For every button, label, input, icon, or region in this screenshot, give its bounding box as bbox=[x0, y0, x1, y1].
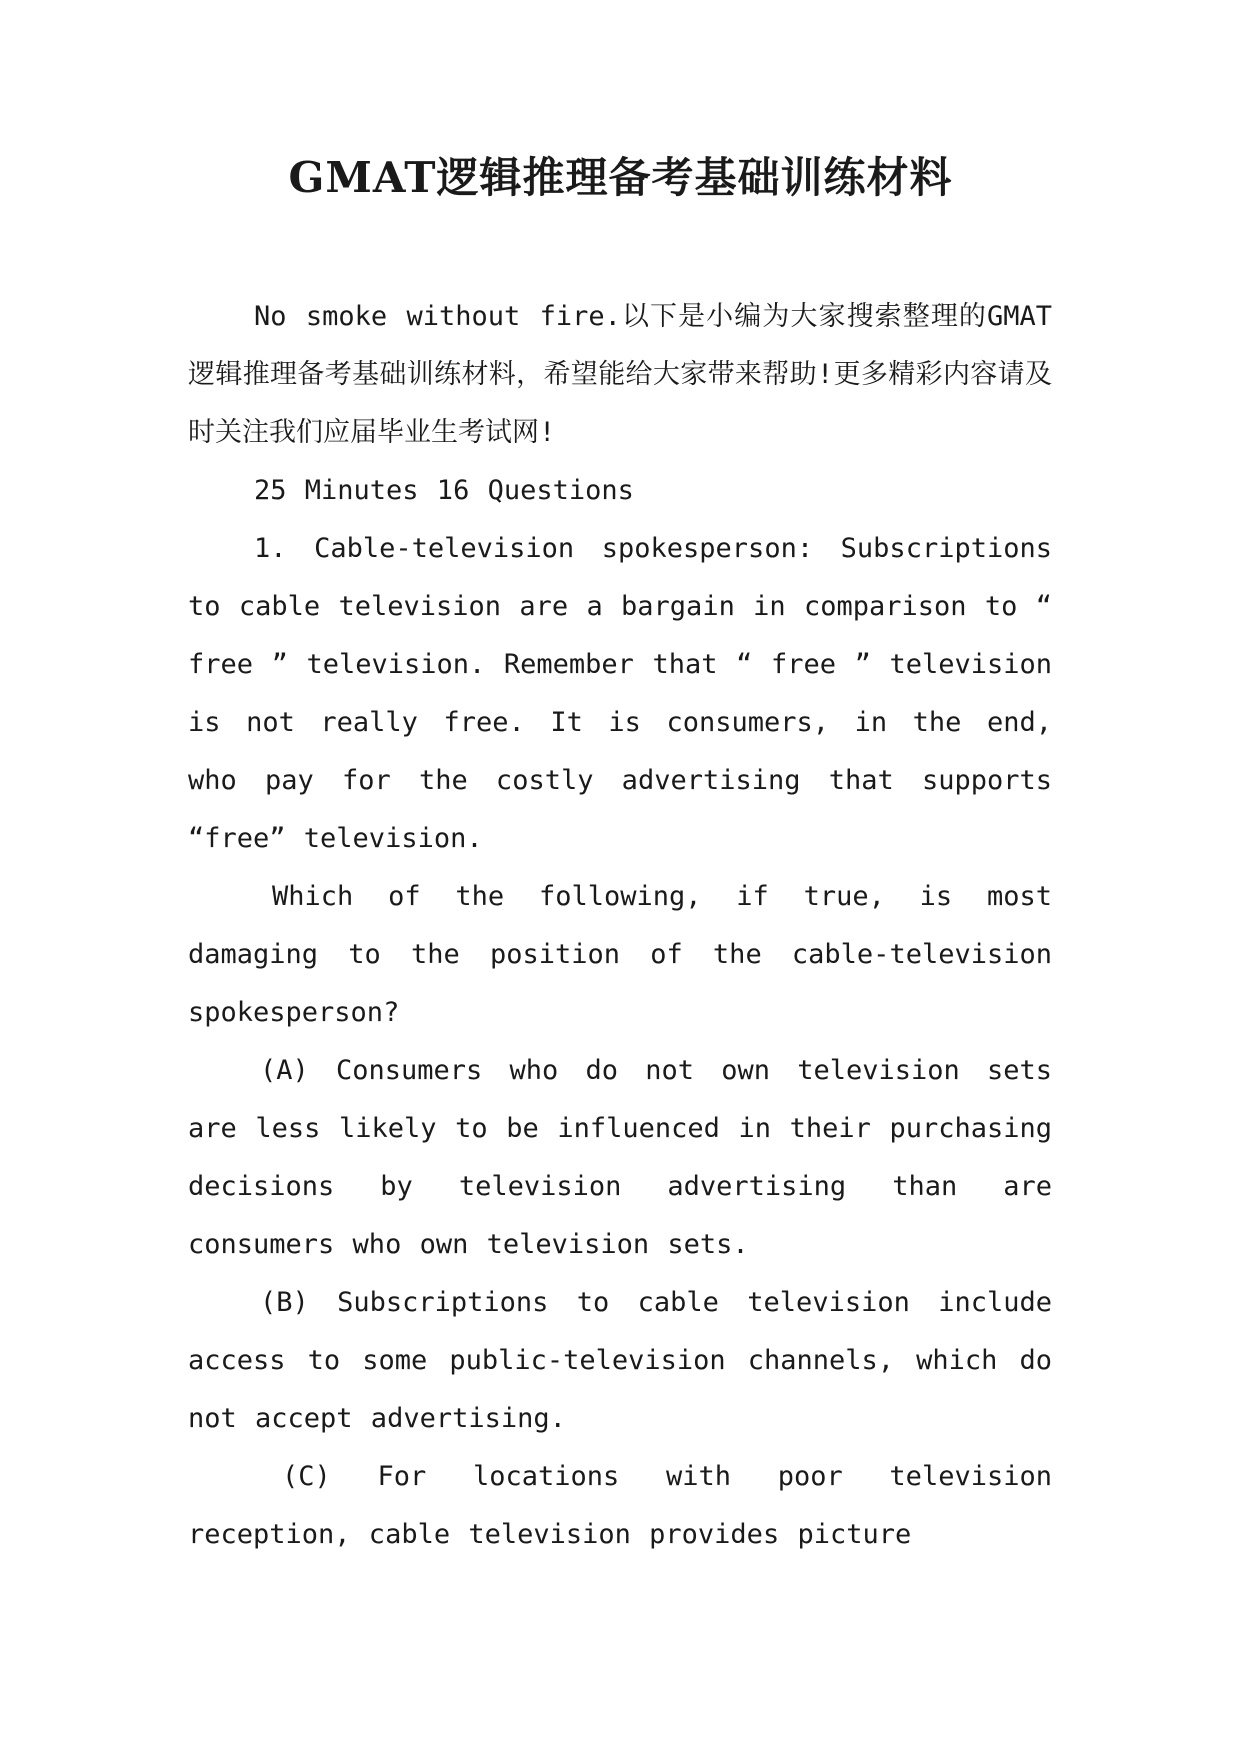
question-1-stem: 1. Cable-television spokesperson: Subscriptions to cable television are a bargain in comparison to “ free ” television. Remember that “ free ” television is not really free. It is consumers, in the end, who pay for the costly advertising that supports “free” television. bbox=[188, 533, 1052, 854]
question-1-prompt: Which of the following, if true, is most damaging to the position of the cable-television spokesperson? bbox=[188, 881, 1052, 1028]
test-info-line: 25 Minutes 16 Questions bbox=[254, 475, 634, 506]
answer-option-a: (A) Consumers who do not own television sets are less likely to be influenced in their purchasing decisions by television advertising than are consumers who own television sets. bbox=[188, 1055, 1052, 1260]
answer-option-b: (B) Subscriptions to cable television include access to some public-television channels, which do not accept advertising. bbox=[188, 1287, 1052, 1434]
answer-option-c: (C) For locations with poor television reception, cable television provides picture bbox=[188, 1461, 1052, 1550]
document-title: GMAT逻辑推理备考基础训练材料 bbox=[288, 153, 953, 202]
intro-paragraph: No smoke without fire.以下是小编为大家搜索整理的GMAT逻辑推理备考基础训练材料，希望能给大家带来帮助!更多精彩内容请及时关注我们应届毕业生考试网! bbox=[188, 301, 1052, 448]
document-body bbox=[188, 288, 1052, 1564]
